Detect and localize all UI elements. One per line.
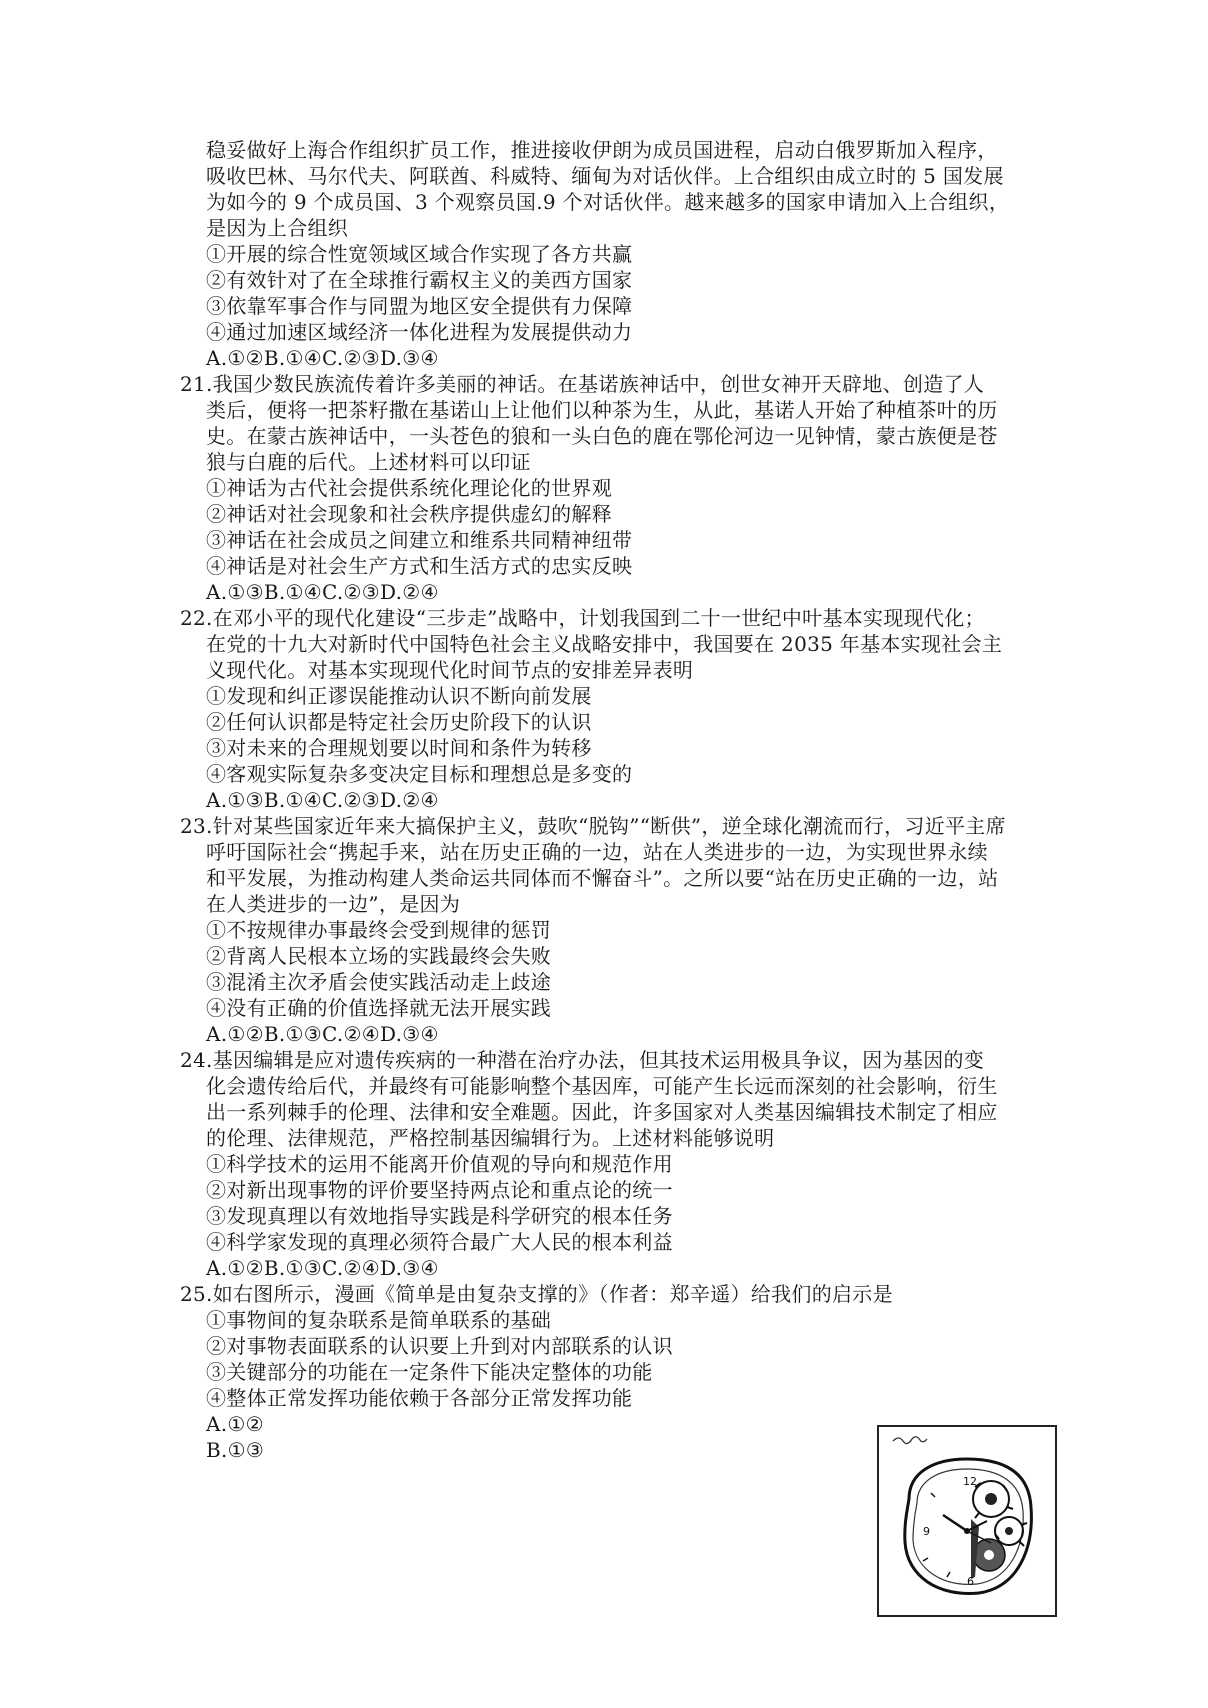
- q23-stem-line: 23.针对某些国家近年来大搞保护主义，鼓吹“脱钩”“断供”，逆全球化潮流而行，习近平主席: [180, 814, 1006, 838]
- q24-option: ①科学技术的运用不能离开价值观的导向和规范作用: [206, 1152, 673, 1176]
- q21-stem-line: 21.我国少数民族流传着许多美丽的神话。在基诺族神话中，创世女神开天辟地、创造了人: [180, 372, 985, 396]
- q23-stem-line: 呼吁国际社会“携起手来，站在历史正确的一边，站在人类进步的一边，为实现世界永续: [206, 840, 988, 864]
- clock-number-9: 9: [923, 1525, 930, 1538]
- clock-number-6: 6: [967, 1575, 974, 1588]
- q23-option: ①不按规律办事最终会受到规律的惩罚: [206, 918, 552, 942]
- q24-answer-choices: A.①②B.①③C.②④D.③④: [206, 1256, 439, 1280]
- q22-option: ①发现和纠正谬误能推动认识不断向前发展: [206, 684, 592, 708]
- q25-option: ③关键部分的功能在一定条件下能决定整体的功能: [206, 1360, 653, 1384]
- q24-stem-line: 24.基因编辑是应对遗传疾病的一种潜在治疗办法，但其技术运用极具争议，因为基因的变: [180, 1048, 985, 1072]
- q24-stem-line: 出一系列棘手的伦理、法律和安全难题。因此，许多国家对人类基因编辑技术制定了相应: [206, 1100, 998, 1124]
- q21-option: ①神话为古代社会提供系统化理论化的世界观: [206, 476, 612, 500]
- q20-stem-line: 为如今的 9 个成员国、3 个观察员国.9 个对话伙伴。越来越多的国家申请加入上合组织，: [206, 190, 1010, 214]
- q23-option: ②背离人民根本立场的实践最终会失败: [206, 944, 552, 968]
- q21-option: ③神话在社会成员之间建立和维系共同精神纽带: [206, 528, 633, 552]
- clock-second-hand: [967, 1531, 991, 1543]
- q23-stem-line: 和平发展，为推动构建人类命运共同体而不懈奋斗”。之所以要“站在历史正确的一边，站: [206, 866, 999, 890]
- q21-option: ②神话对社会现象和社会秩序提供虚幻的解释: [206, 502, 612, 526]
- q24-stem-line: 化会遗传给后代，并最终有可能影响整个基因库，可能产生长远而深刻的社会影响，衍生: [206, 1074, 998, 1098]
- q25-answer-choice: A.①②: [206, 1412, 264, 1436]
- q22-option: ③对未来的合理规划要以时间和条件为转移: [206, 736, 592, 760]
- q23-option: ③混淆主次矛盾会使实践活动走上歧途: [206, 970, 552, 994]
- q20-stem-line: 稳妥做好上海合作组织扩员工作，推进接收伊朗为成员国进程，启动白俄罗斯加入程序，: [206, 138, 998, 162]
- q25-option: ①事物间的复杂联系是简单联系的基础: [206, 1308, 552, 1332]
- q22-stem-line: 义现代化。对基本实现现代化时间节点的安排差异表明: [206, 658, 694, 682]
- q24-option: ②对新出现事物的评价要坚持两点论和重点论的统一: [206, 1178, 673, 1202]
- q22-stem-line: 在党的十九大对新时代中国特色社会主义战略安排中，我国要在 2035 年基本实现社会主: [206, 632, 1003, 656]
- q25-stem-line: 25.如右图所示，漫画《简单是由复杂支撑的》（作者：郑辛遥）给我们的启示是: [180, 1282, 893, 1306]
- q20-stem-line: 吸收巴林、马尔代夫、阿联酋、科威特、缅甸为对话伙伴。上合组织由成立时的 5 国发展: [206, 164, 1004, 188]
- q25-option: ④整体正常发挥功能依赖于各部分正常发挥功能: [206, 1386, 633, 1410]
- q25-option: ②对事物表面联系的认识要上升到对内部联系的认识: [206, 1334, 673, 1358]
- q24-option: ③发现真理以有效地指导实践是科学研究的根本任务: [206, 1204, 673, 1228]
- q20-option: ②有效针对了在全球推行霸权主义的美西方国家: [206, 268, 633, 292]
- q20-option: ④通过加速区域经济一体化进程为发展提供动力: [206, 320, 633, 344]
- q22-option: ②任何认识都是特定社会历史阶段下的认识: [206, 710, 592, 734]
- q21-stem-line: 狼与白鹿的后代。上述材料可以印证: [206, 450, 531, 474]
- q20-stem-line: 是因为上合组织: [206, 216, 349, 240]
- cartoon-illustration: [877, 1425, 1057, 1617]
- clock-gears-drawing: [879, 1427, 1055, 1615]
- q24-option: ④科学家发现的真理必须符合最广大人民的根本利益: [206, 1230, 673, 1254]
- q20-option: ③依靠军事合作与同盟为地区安全提供有力保障: [206, 294, 633, 318]
- q21-answer-choices: A.①③B.①④C.②③D.②④: [206, 580, 439, 604]
- q23-answer-choices: A.①②B.①③C.②④D.③④: [206, 1022, 439, 1046]
- q21-stem-line: 史。在蒙古族神话中，一头苍色的狼和一头白色的鹿在鄂伦河边一见钟情，蒙古族便是苍: [206, 424, 998, 448]
- q25-answer-choice: B.①③: [206, 1438, 265, 1462]
- q22-answer-choices: A.①③B.①④C.②③D.②④: [206, 788, 439, 812]
- clock-hour-hand: [943, 1515, 967, 1531]
- signature-scribble: [893, 1437, 927, 1444]
- q22-stem-line: 22.在邓小平的现代化建设“三步走”战略中，计划我国到二十一世纪中叶基本实现现代化；: [180, 606, 985, 630]
- q24-stem-line: 的伦理、法律规范，严格控制基因编辑行为。上述材料能够说明: [206, 1126, 775, 1150]
- q23-stem-line: 在人类进步的一边”，是因为: [206, 892, 461, 916]
- q23-option: ④没有正确的价值选择就无法开展实践: [206, 996, 552, 1020]
- q20-option: ①开展的综合性宽领域区域合作实现了各方共赢: [206, 242, 633, 266]
- q21-option: ④神话是对社会生产方式和生活方式的忠实反映: [206, 554, 633, 578]
- q21-stem-line: 类后，便将一把茶籽撒在基诺山上让他们以种茶为生，从此，基诺人开始了种植茶叶的历: [206, 398, 998, 422]
- clock-number-12: 12: [963, 1475, 977, 1488]
- q22-option: ④客观实际复杂多变决定目标和理想总是多变的: [206, 762, 633, 786]
- q20-answer-choices: A.①②B.①④C.②③D.③④: [206, 346, 439, 370]
